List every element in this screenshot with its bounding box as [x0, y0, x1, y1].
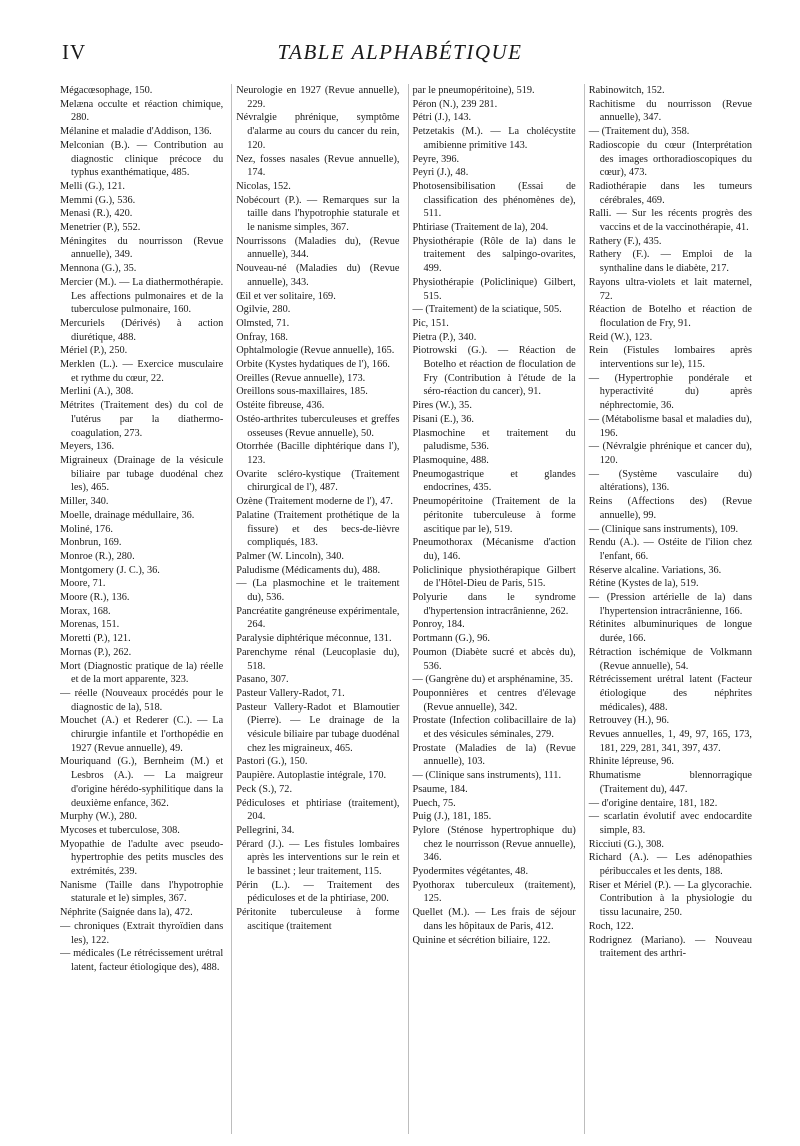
index-entry: — (La plasmochine et le traitement du), 536.	[236, 578, 400, 604]
index-entry: Ozène (Traitement moderne de l'), 47.	[236, 496, 393, 508]
index-entry: Reid (W.), 123.	[588, 331, 653, 343]
index-entry: Radioscopie du cœur (Interprétation des images orthoradioscopiques du cœur), 473.	[588, 139, 752, 179]
index-entry: Roch, 122.	[588, 920, 634, 932]
index-entry: Menetrier (P.), 552.	[60, 222, 141, 234]
index-entry: Quinine et sécrétion biliaire, 122.	[412, 934, 551, 946]
index-entry: Revues annuelles, 1, 49, 97, 165, 173, 181, 229, 281, 341, 397, 437.	[588, 729, 752, 754]
index-entry: Retrouvey (H.), 96.	[588, 715, 670, 727]
index-entry: Petzetakis (M.). — La cholécystite amibienne primitive 143.	[412, 126, 576, 151]
index-entry: Péritonite tuberculeuse à forme ascitique (traitement	[236, 907, 400, 932]
index-entry: Pérard (J.). — Les fistules lombaires après les interventions sur le rein et le bassinet ; leur traitement, 115.	[236, 838, 400, 878]
index-entry: — (Traitement du), 358.	[588, 126, 690, 138]
index-entry: Moliné, 176.	[60, 523, 113, 535]
page-header	[0, 0, 800, 80]
index-entry: Métrites (Traitement des) du col de l'utérus par la diathermo-coagulation, 273.	[60, 400, 224, 439]
index-entry: Ponroy, 184.	[412, 619, 465, 631]
index-entry: Plasmoquine, 488.	[412, 454, 489, 466]
index-entry: Palatine (Traitement prothétique de la fissure) et des becs-de-lièvre compliqués, 183.	[236, 509, 400, 549]
index-entry: Rhumatisme blennorragique (Traitement du), 447.	[588, 770, 752, 795]
index-entry: par le pneumopéritoine), 519.	[412, 85, 535, 96]
index-entry: Rein (Fistules lombaires après interventions sur le), 115.	[588, 345, 752, 371]
index-entry: Mériel (P.), 250.	[60, 345, 128, 357]
running-title: TABLE ALPHABÉTIQUE	[277, 40, 523, 64]
index-entry: Radiothérapie dans les tumeurs cérébrales, 469.	[588, 180, 752, 206]
index-entry: Nouveau-né (Maladies du) (Revue annuelle), 343.	[236, 263, 400, 288]
index-entry: Puig (J.), 181, 185.	[412, 811, 492, 823]
index-entry: Nicolas, 152.	[236, 180, 291, 192]
index-entry: Nanisme (Taille dans l'hypotrophie staturale et le) simples, 367.	[60, 879, 224, 905]
index-entry: Myopathie de l'adulte avec pseudo-hypertrophie des petits muscles des extrémités, 239.	[60, 838, 224, 878]
index-entry: Ogilvie, 280.	[236, 304, 291, 316]
index-entry: Otorrhée (Bacille diphtérique dans l'), 123.	[236, 441, 400, 466]
index-columns	[60, 84, 752, 1134]
index-entry: — (Système vasculaire du) altérations), 136.	[588, 468, 752, 494]
index-entry: Pellegrini, 34.	[236, 824, 295, 836]
index-entry: Moore (R.), 136.	[60, 592, 130, 604]
index-entry: Rabinowitch, 152.	[588, 85, 665, 96]
index-entry: Photosensibilisation (Essai de classification des phénomènes de), 511.	[412, 180, 576, 220]
index-entry: Néphrite (Saignée dans la), 472.	[60, 907, 193, 919]
index-entry: Pétri (J.), 143.	[412, 112, 472, 124]
index-entry: Physiothérapie (Rôle de la) dans le traitement des salpingo-ovarites, 499.	[412, 235, 576, 275]
index-entry: Rathery (F.), 435.	[588, 235, 662, 247]
index-entry: Œil et ver solitaire, 169.	[236, 290, 336, 302]
index-entry: Merlini (A.), 308.	[60, 386, 134, 398]
index-entry: Reins (Affections des) (Revue annuelle), 99.	[588, 496, 752, 521]
index-entry: Oreillons sous-maxillaires, 185.	[236, 386, 368, 398]
index-column-1	[60, 84, 223, 1134]
index-entry: Pasteur Vallery-Radot et Blamoutier (Pierre). — Le drainage de la vésicule biliaire par tubage duodénal chez les migraineux, 465.	[236, 701, 400, 754]
index-entry: Monbrun, 169.	[60, 537, 122, 549]
index-entry: Peck (S.), 72.	[236, 783, 293, 795]
index-entry: — (Hypertrophie pondérale et hyperactivité du) après néphrectomie, 36.	[588, 372, 752, 412]
index-entry: Rétine (Kystes de la), 519.	[588, 578, 699, 590]
index-entry: Réaction de Botelho et réaction de floculation de Fry, 91.	[588, 304, 752, 329]
index-entry: Réserve alcaline. Variations, 36.	[588, 564, 722, 576]
index-entry: — (Névralgie phrénique et cancer du), 120.	[588, 441, 752, 466]
index-entry: Ralli. — Sur les récents progrès des vaccins et de la vaccinothérapie, 41.	[588, 208, 752, 234]
index-entry: Ophtalmologie (Revue annuelle), 165.	[236, 345, 395, 357]
index-entry: Rétrécissement urétral latent (Facteur étiologique des néphrites médicales), 488.	[588, 674, 752, 713]
index-entry: Palmer (W. Lincoln), 340.	[236, 550, 344, 562]
index-entry: Rétraction ischémique de Volkmann (Revue annuelle), 54.	[588, 646, 752, 672]
index-entry: Parenchyme rénal (Leucoplasie du), 518.	[236, 646, 400, 672]
index-entry: Paludisme (Médicaments du), 488.	[236, 564, 381, 576]
index-entry: Pouponnières et centres d'élevage (Revue annuelle), 342.	[412, 687, 576, 713]
index-entry: Mouriquand (G.), Bernheim (M.) et Lesbros (A.). — La maigreur d'origine hérédo-syphilitique dans la deuxième enfance, 362.	[60, 756, 224, 809]
index-entry: Miller, 340.	[60, 496, 109, 508]
index-entry: Psaume, 184.	[412, 783, 468, 795]
index-entry: Méningites du nourrisson (Revue annuelle), 349.	[60, 235, 224, 261]
index-entry: Mélanine et maladie d'Addison, 136.	[60, 126, 212, 138]
index-entry: Rodrignez (Mariano). — Nouveau traitement des arthri-	[588, 934, 752, 960]
index-entry: — (Métabolisme basal et maladies du), 196.	[588, 413, 752, 439]
index-entry: Orbite (Kystes hydatiques de l'), 166.	[236, 359, 390, 371]
index-entry: Poumon (Diabète sucré et abcès du), 536.	[412, 646, 576, 672]
index-entry: Pisani (E.), 36.	[412, 413, 474, 425]
index-entry: Riser et Mériel (P.). — La glycorachie. Contribution à la physiologie du tissu lacunaire, 250.	[588, 879, 752, 919]
index-entry: Ostéite fibreuse, 436.	[236, 400, 325, 412]
index-entry: Peyre, 396.	[412, 153, 460, 165]
index-entry: Plasmochine et traitement du paludisme, 536.	[412, 427, 576, 453]
index-entry: Peyri (J.), 48.	[412, 167, 469, 179]
index-entry: Mort (Diagnostic pratique de la) réelle et de la mort apparente, 323.	[60, 660, 224, 686]
index-entry: — d'origine dentaire, 181, 182.	[588, 797, 718, 809]
index-entry: Paralysie diphtérique méconnue, 131.	[236, 633, 392, 645]
index-entry: Onfray, 168.	[236, 331, 288, 343]
index-entry: Ostéo-arthrites tuberculeuses et greffes osseuses (Revue annuelle), 50.	[236, 413, 400, 439]
index-entry: Pasano, 307.	[236, 674, 289, 686]
index-entry: — (Clinique sans instruments), 109.	[588, 523, 739, 535]
index-entry: Mycoses et tuberculose, 308.	[60, 824, 180, 836]
index-entry: Rachitisme du nourrisson (Revue annuelle), 347.	[588, 98, 752, 124]
page-number: IV	[62, 40, 87, 64]
index-entry: Oreilles (Revue annuelle), 173.	[236, 372, 366, 384]
index-entry: Paupière. Autoplastie intégrale, 170.	[236, 770, 387, 782]
index-entry: Memmi (G.), 536.	[60, 194, 136, 206]
index-entry: Prostate (Infection colibacillaire de la) et des vésicules séminales, 279.	[412, 715, 576, 741]
index-entry: Pneumopéritoine (Traitement de la péritonite tuberculeuse à forme ascitique par le), 519.	[412, 496, 576, 535]
index-entry: Olmsted, 71.	[236, 317, 290, 329]
index-entry: — scarlatin évolutif avec endocardite simple, 83.	[588, 811, 752, 836]
index-entry: Melæna occulte et réaction chimique, 280.	[60, 98, 224, 124]
index-entry: Murphy (W.), 280.	[60, 811, 138, 823]
index-entry: Piotrowski (G.). — Réaction de Botelho et réaction de floculation de Fry (Contribution à l'étude de la séro-réaction du cancer), 91.	[412, 345, 576, 398]
index-entry: Merklen (L.). — Exercice musculaire et rythme du cœur, 22.	[60, 359, 224, 384]
index-entry: Périn (L.). — Traitement des pédiculoses et de la phtiriase, 200.	[236, 879, 400, 905]
index-entry: Mégacœsophage, 150.	[60, 85, 153, 96]
index-column-3	[408, 84, 576, 1134]
index-entry: Mouchet (A.) et Rederer (C.). — La chirurgie infantile et l'orthopédie en 1927 (Revue annuelle), 49.	[60, 715, 224, 754]
index-entry: Moretti (P.), 121.	[60, 633, 131, 645]
index-entry: — (Gangrène du) et arsphénamine, 35.	[412, 674, 573, 686]
index-entry: Mercier (M.). — La diathermothérapie. Les affections pulmonaires et de la tuberculose pulmonaire, 160.	[60, 276, 224, 316]
index-entry: Pasteur Vallery-Radot, 71.	[236, 687, 345, 699]
index-entry: Mornas (P.), 262.	[60, 646, 132, 658]
index-entry: Morax, 168.	[60, 605, 111, 617]
index-entry: — (Traitement) de la sciatique, 505.	[412, 304, 562, 316]
index-entry: — médicales (Le rétrécissement urétral latent, facteur étiologique des), 488.	[60, 948, 224, 973]
index-entry: Pic, 151.	[412, 317, 449, 329]
index-entry: Rhinite lépreuse, 96.	[588, 756, 674, 768]
index-entry: Menasi (R.), 420.	[60, 208, 133, 220]
index-entry: Melli (G.), 121.	[60, 180, 125, 192]
index-entry: Pneumothorax (Mécanisme d'action du), 146.	[412, 537, 576, 562]
index-entry: Policlinique physiothérapique Gilbert de l'Hôtel-Dieu de Paris, 515.	[412, 564, 576, 590]
index-entry: Rendu (A.). — Ostéite de l'ilion chez l'enfant, 66.	[588, 537, 752, 562]
index-entry: Montgomery (J. C.), 36.	[60, 564, 160, 576]
index-entry: Migraineux (Drainage de la vésicule biliaire par tubage duodénal chez les), 465.	[60, 454, 224, 494]
index-entry: Phtiriase (Traitement de la), 204.	[412, 222, 549, 234]
index-entry: Richard (A.). — Les adénopathies péribuccales et les dents, 188.	[588, 852, 752, 878]
index-entry: Ricciuti (G.), 308.	[588, 838, 664, 850]
index-entry: Polyurie dans le syndrome d'hypertension intracrânienne, 262.	[412, 592, 576, 617]
index-entry: Quellet (M.). — Les frais de séjour dans les hôpitaux de Paris, 412.	[412, 907, 576, 932]
index-entry: Rétinites albuminuriques de longue durée, 166.	[588, 619, 752, 645]
index-column-2	[231, 84, 399, 1134]
index-entry: Pyothorax tuberculeux (traitement), 125.	[412, 879, 576, 905]
index-entry: Neurologie en 1927 (Revue annuelle), 229.	[236, 85, 400, 110]
index-entry: Mercuriels (Dérivés) à action diurétique, 488.	[60, 317, 224, 343]
index-entry: Moelle, drainage médullaire, 36.	[60, 509, 195, 521]
index-entry: Pyodermites végétantes, 48.	[412, 866, 529, 878]
index-entry: Meyers, 136.	[60, 441, 115, 453]
index-entry: Puech, 75.	[412, 797, 456, 809]
index-entry: — chroniques (Extrait thyroïdien dans les), 122.	[60, 920, 224, 946]
index-entry: Monroe (R.), 280.	[60, 550, 135, 562]
index-entry: Nobécourt (P.). — Remarques sur la taille dans l'hypotrophie staturale et le nanisme simples, 367.	[236, 194, 400, 234]
index-entry: Pires (W.), 35.	[412, 400, 472, 412]
index-column-4	[584, 84, 752, 1134]
index-entry: Pneumogastrique et glandes endocrines, 435.	[412, 468, 576, 494]
index-entry: Physiothérapie (Policlinique) Gilbert, 515.	[412, 276, 576, 302]
index-entry: Péron (N.), 239 281.	[412, 98, 498, 110]
index-entry: Rayons ultra-violets et lait maternel, 72.	[588, 276, 752, 302]
index-entry: — (Pression artérielle de la) dans l'hypertension intracrânienne, 166.	[588, 592, 752, 617]
index-entry: Rathery (F.). — Emploi de la synthaline dans le diabète, 217.	[588, 249, 752, 275]
index-entry: Pastori (G.), 150.	[236, 756, 308, 768]
index-entry: Pylore (Sténose hypertrophique du) chez le nourrisson (Revue annuelle), 346.	[412, 824, 576, 864]
index-entry: Pietra (P.), 340.	[412, 331, 477, 343]
index-entry: Mennona (G.), 35.	[60, 263, 137, 275]
index-entry: Prostate (Maladies de la) (Revue annuelle), 103.	[412, 742, 576, 768]
index-entry: — réelle (Nouveaux procédés pour le diagnostic de la), 518.	[60, 687, 224, 713]
index-entry: Melconian (B.). — Contribution au diagnostic clinique précoce du typhus exanthématique, 485.	[60, 139, 224, 179]
index-entry: — (Clinique sans instruments), 111.	[412, 770, 562, 782]
index-entry: Nourrissons (Maladies du), (Revue annuelle), 344.	[236, 235, 400, 261]
index-entry: Ovarite scléro-kystique (Traitement chirurgical de l'), 487.	[236, 468, 400, 494]
index-entry: Portmann (G.), 96.	[412, 633, 491, 645]
index-entry: Nez, fosses nasales (Revue annuelle), 174.	[236, 153, 400, 179]
index-entry: Pancréatite gangréneuse expérimentale, 264.	[236, 605, 400, 631]
index-entry: Moore, 71.	[60, 578, 106, 590]
index-entry: Morenas, 151.	[60, 619, 120, 631]
index-entry: Pédiculoses et phtiriase (traitement), 204.	[236, 797, 400, 823]
index-entry: Névralgie phrénique, symptôme d'alarme au cours du cancer du rein, 120.	[236, 112, 400, 151]
